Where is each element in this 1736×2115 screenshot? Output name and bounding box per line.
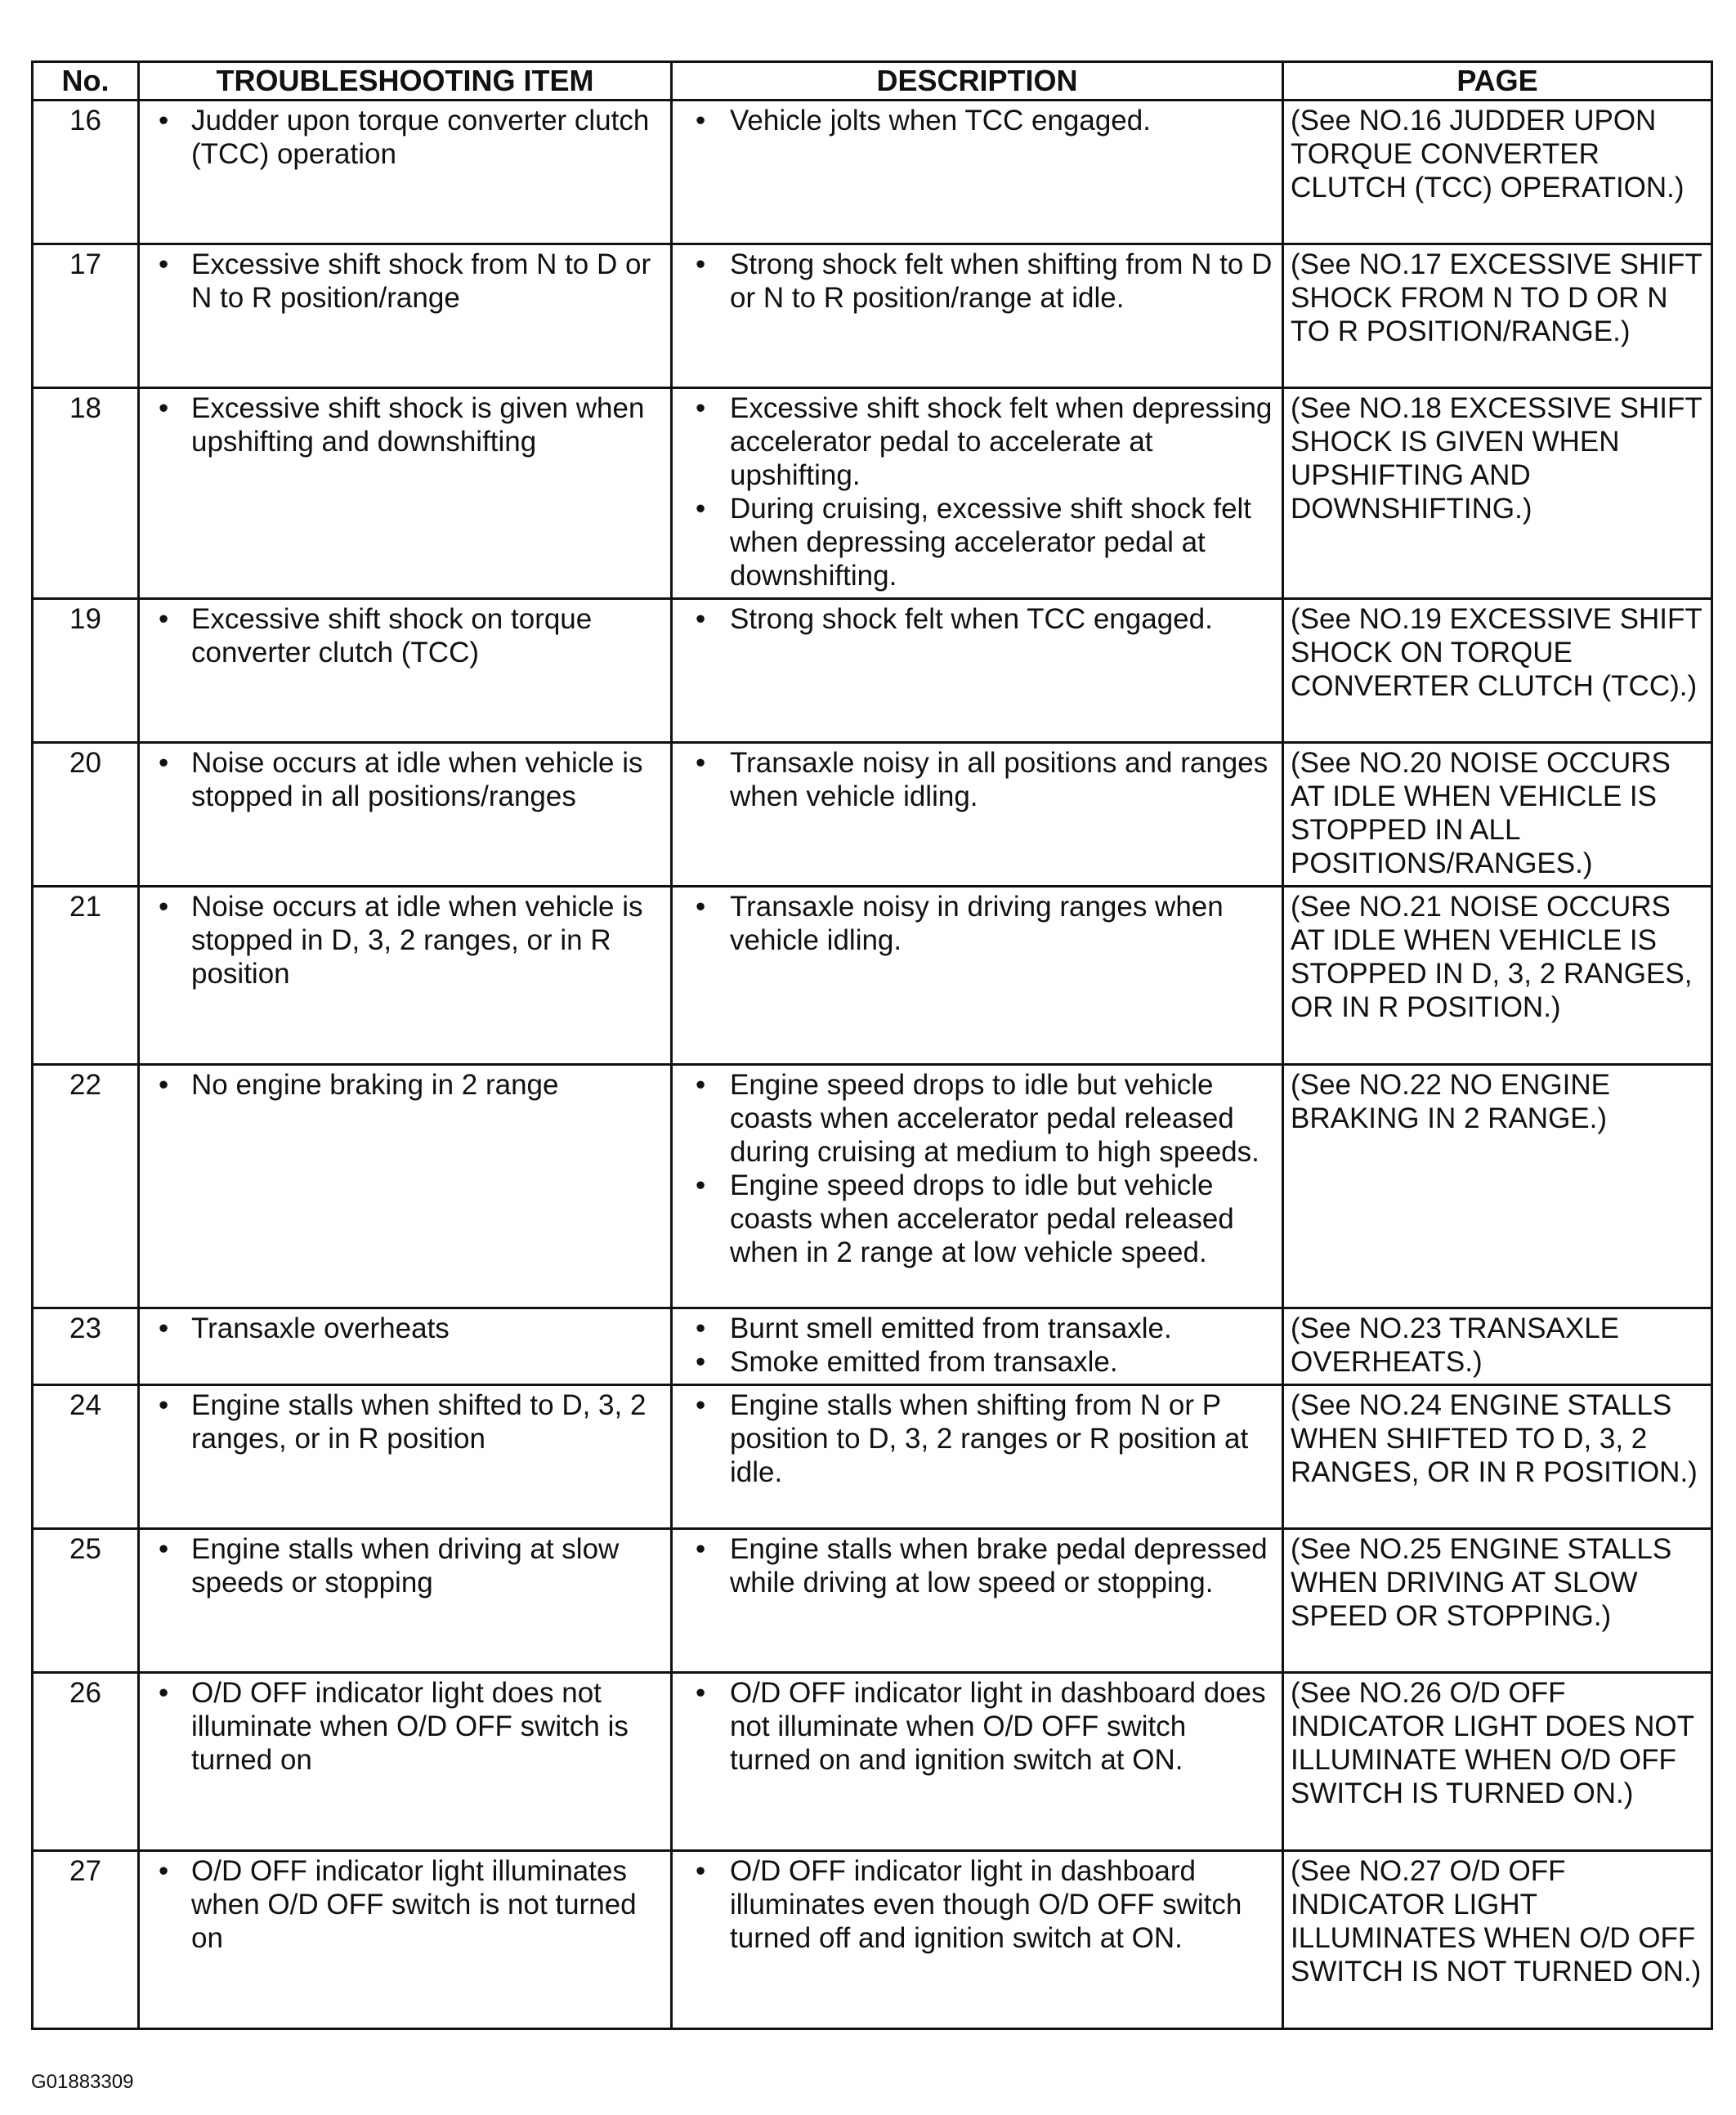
- figure-code: G01883309: [31, 2071, 134, 2093]
- troubleshooting-item-cell: [139, 1308, 672, 1385]
- header-troubleshooting-item: TROUBLESHOOTING ITEM: [139, 62, 672, 101]
- description-bullet: • O/D OFF indicator light in dashboard does not illuminate when O/D OFF switch turned on and ignition switch at ON.: [679, 1676, 1275, 1777]
- page-reference: (See NO.19 EXCESSIVE SHIFT SHOCK ON TORQUE CONVERTER CLUTCH (TCC).): [1283, 599, 1712, 743]
- troubleshooting-item-text: • Engine stalls when shifted to D, 3, 2 ranges, or in R position: [146, 1388, 664, 1455]
- troubleshooting-item-cell: [139, 101, 672, 244]
- header-page: PAGE: [1283, 62, 1712, 101]
- description-bullet: • Engine stalls when brake pedal depressed while driving at low speed or stopping.: [679, 1532, 1275, 1599]
- description-cell: [672, 1065, 1283, 1308]
- troubleshooting-item-text: • O/D OFF indicator light does not illuminate when O/D OFF switch is turned on: [146, 1676, 664, 1777]
- table-row: [33, 599, 1712, 743]
- description-bullet: • Vehicle jolts when TCC engaged.: [679, 104, 1275, 137]
- header-description: DESCRIPTION: [672, 62, 1283, 101]
- description-bullet: • Strong shock felt when shifting from N to D or N to R position/range at idle.: [679, 248, 1275, 315]
- description-cell: [672, 101, 1283, 244]
- description-cell: [672, 1673, 1283, 1851]
- row-number: 18: [33, 388, 139, 599]
- page-reference: (See NO.22 NO ENGINE BRAKING IN 2 RANGE.): [1283, 1065, 1712, 1308]
- description-bullet: • Engine stalls when shifting from N or P position to D, 3, 2 ranges or R position at idle.: [679, 1388, 1275, 1489]
- description-bullet: • Engine speed drops to idle but vehicle coasts when accelerator pedal released when in 2 range at low vehicle speed.: [679, 1169, 1275, 1269]
- page-reference: (See NO.18 EXCESSIVE SHIFT SHOCK IS GIVEN WHEN UPSHIFTING AND DOWNSHIFTING.): [1283, 388, 1712, 599]
- row-number: 22: [33, 1065, 139, 1308]
- page-reference: (See NO.16 JUDDER UPON TORQUE CONVERTER CLUTCH (TCC) OPERATION.): [1283, 101, 1712, 244]
- troubleshooting-item-text: • Engine stalls when driving at slow speeds or stopping: [146, 1532, 664, 1599]
- description-bullet: • Smoke emitted from transaxle.: [679, 1345, 1275, 1379]
- row-number: 21: [33, 887, 139, 1065]
- description-cell: [672, 887, 1283, 1065]
- troubleshooting-item-text: • O/D OFF indicator light illuminates when O/D OFF switch is not turned on: [146, 1854, 664, 1955]
- table-row: [33, 743, 1712, 887]
- table-row: [33, 1529, 1712, 1673]
- troubleshooting-item-cell: [139, 1673, 672, 1851]
- description-cell: [672, 1851, 1283, 2029]
- table-row: [33, 1385, 1712, 1529]
- description-bullet: • Burnt smell emitted from transaxle.: [679, 1312, 1275, 1345]
- table-row: [33, 1851, 1712, 2029]
- row-number: 26: [33, 1673, 139, 1851]
- description-bullet: • Transaxle noisy in all positions and ranges when vehicle idling.: [679, 746, 1275, 813]
- table-row: [33, 101, 1712, 244]
- page-reference: (See NO.21 NOISE OCCURS AT IDLE WHEN VEHICLE IS STOPPED IN D, 3, 2 RANGES, OR IN R POSITION.): [1283, 887, 1712, 1065]
- troubleshooting-item-cell: [139, 1529, 672, 1673]
- troubleshooting-item-text: • Noise occurs at idle when vehicle is stopped in all positions/ranges: [146, 746, 664, 813]
- description-bullet: • During cruising, excessive shift shock felt when depressing accelerator pedal at downshifting.: [679, 492, 1275, 592]
- troubleshooting-item-text: • Judder upon torque converter clutch (TCC) operation: [146, 104, 664, 171]
- row-number: 25: [33, 1529, 139, 1673]
- page-reference: (See NO.23 TRANSAXLE OVERHEATS.): [1283, 1308, 1712, 1385]
- troubleshooting-item-cell: [139, 887, 672, 1065]
- table-row: [33, 887, 1712, 1065]
- header-no: No.: [33, 62, 139, 101]
- description-bullet: • Engine speed drops to idle but vehicle coasts when accelerator pedal released during cruising at medium to high speeds.: [679, 1068, 1275, 1169]
- troubleshooting-item-text: • Excessive shift shock on torque converter clutch (TCC): [146, 602, 664, 669]
- description-cell: [672, 244, 1283, 388]
- troubleshooting-item-text: • No engine braking in 2 range: [146, 1068, 664, 1102]
- table-row: [33, 244, 1712, 388]
- troubleshooting-item-cell: [139, 1065, 672, 1308]
- description-cell: [672, 388, 1283, 599]
- row-number: 16: [33, 101, 139, 244]
- table-row: [33, 388, 1712, 599]
- table-row: [33, 1673, 1712, 1851]
- troubleshooting-item-text: • Excessive shift shock from N to D or N to R position/range: [146, 248, 664, 315]
- troubleshooting-item-cell: [139, 1385, 672, 1529]
- row-number: 17: [33, 244, 139, 388]
- table-body: [33, 101, 1712, 2029]
- description-cell: [672, 1529, 1283, 1673]
- troubleshooting-item-cell: [139, 743, 672, 887]
- row-number: 19: [33, 599, 139, 743]
- page-reference: (See NO.27 O/D OFF INDICATOR LIGHT ILLUMINATES WHEN O/D OFF SWITCH IS NOT TURNED ON.): [1283, 1851, 1712, 2029]
- table-row: [33, 1308, 1712, 1385]
- row-number: 20: [33, 743, 139, 887]
- troubleshooting-item-cell: [139, 388, 672, 599]
- description-bullet: • Transaxle noisy in driving ranges when vehicle idling.: [679, 890, 1275, 957]
- description-cell: [672, 1308, 1283, 1385]
- description-bullet: • O/D OFF indicator light in dashboard illuminates even though O/D OFF switch turned off and ignition switch at ON.: [679, 1854, 1275, 1955]
- row-number: 27: [33, 1851, 139, 2029]
- troubleshooting-item-text: • Transaxle overheats: [146, 1312, 664, 1345]
- troubleshooting-item-text: • Noise occurs at idle when vehicle is stopped in D, 3, 2 ranges, or in R position: [146, 890, 664, 990]
- row-number: 23: [33, 1308, 139, 1385]
- page-reference: (See NO.17 EXCESSIVE SHIFT SHOCK FROM N TO D OR N TO R POSITION/RANGE.): [1283, 244, 1712, 388]
- row-number: 24: [33, 1385, 139, 1529]
- troubleshooting-item-cell: [139, 244, 672, 388]
- troubleshooting-item-cell: [139, 1851, 672, 2029]
- table-header-row: [33, 62, 1712, 101]
- page-reference: (See NO.26 O/D OFF INDICATOR LIGHT DOES NOT ILLUMINATE WHEN O/D OFF SWITCH IS TURNED ON.): [1283, 1673, 1712, 1851]
- description-bullet: • Strong shock felt when TCC engaged.: [679, 602, 1275, 636]
- description-bullet: • Excessive shift shock felt when depressing accelerator pedal to accelerate at upshifting.: [679, 391, 1275, 492]
- troubleshooting-item-text: • Excessive shift shock is given when upshifting and downshifting: [146, 391, 664, 458]
- troubleshooting-table: [31, 60, 1713, 2030]
- page-reference: (See NO.25 ENGINE STALLS WHEN DRIVING AT SLOW SPEED OR STOPPING.): [1283, 1529, 1712, 1673]
- page-reference: (See NO.24 ENGINE STALLS WHEN SHIFTED TO D, 3, 2 RANGES, OR IN R POSITION.): [1283, 1385, 1712, 1529]
- troubleshooting-item-cell: [139, 599, 672, 743]
- description-cell: [672, 743, 1283, 887]
- page-reference: (See NO.20 NOISE OCCURS AT IDLE WHEN VEHICLE IS STOPPED IN ALL POSITIONS/RANGES.): [1283, 743, 1712, 887]
- table-row: [33, 1065, 1712, 1308]
- description-cell: [672, 599, 1283, 743]
- description-cell: [672, 1385, 1283, 1529]
